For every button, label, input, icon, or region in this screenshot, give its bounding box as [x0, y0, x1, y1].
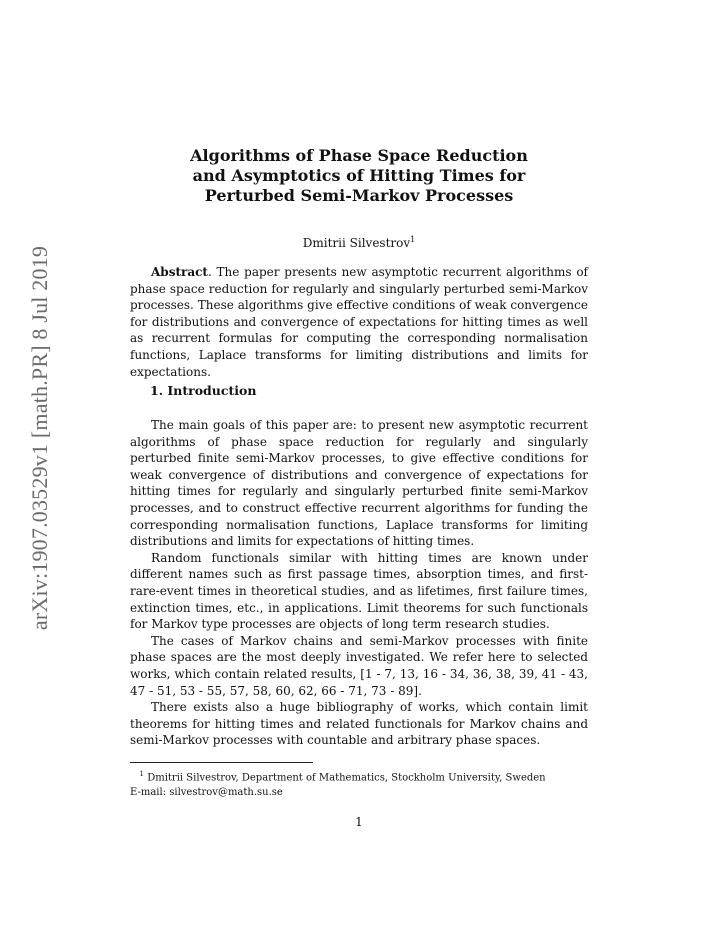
author-name: Dmitrii Silvestrov — [302, 236, 411, 250]
section-heading: 1. Introduction — [150, 383, 257, 398]
abstract — [130, 264, 588, 380]
footnote-affiliation-text: Dmitrii Silvestrov, Department of Mathematics, Stockholm University, Sweden — [147, 772, 546, 784]
footnote-mark: 1 — [139, 770, 145, 778]
body-paragraph: There exists also a huge bibliography of works, which contain limit theorems for hitting times and related functionals for Markov chains and semi-Markov processes with countable and arbitrary phase spaces. — [130, 700, 588, 748]
arxiv-identifier-text: arXiv:1907.03529v1 [math.PR] 8 Jul 2019 — [27, 245, 53, 631]
author-footnote-mark: 1 — [410, 235, 416, 244]
title-line: Algorithms of Phase Space Reduction — [190, 146, 528, 165]
footnote — [130, 767, 588, 800]
author-line — [130, 235, 588, 250]
page-number: 1 — [355, 815, 363, 829]
body-paragraph: The cases of Markov chains and semi-Markov processes with finite phase spaces are the most deeply investigated. We refer here to selected works, which contain related results, [1 - 7, 13, 16 - 34, 36, 38, 39, 41 - 43, 47 - 51, 53 - 55, 57, 58, 60, 62, 66 - 71, 73 - 89]. — [130, 633, 588, 698]
title-line: and Asymptotics of Hitting Times for — [192, 166, 526, 185]
arxiv-identifier-stamp — [20, 228, 60, 648]
footnote-divider — [130, 762, 313, 763]
introduction-body — [130, 417, 588, 749]
abstract-text: . The paper presents new asymptotic recurrent algorithms of phase space reduction for regularly and singularly perturbed semi-Markov processes. These algorithms give effective conditions of weak convergence for distributions and convergence of expectations for hitting times as well as recurrent formulas for computing the corresponding normalisation functions, Laplace transforms for limiting distributions and limits for expectations. — [130, 265, 588, 379]
paper-title — [130, 146, 588, 206]
body-paragraph: The main goals of this paper are: to present new asymptotic recurrent algorithms of phase space reduction for regularly and singularly perturbed finite semi-Markov processes, to give effective conditions for weak convergence of distributions and convergence of expectations for hitting times for regularly and singularly perturbed finite semi-Markov processes, and to construct effective recurrent algorithms for funding the corresponding normalisation functions, Laplace transforms for limiting distributions and limits for expectations of hitting times. — [130, 418, 588, 549]
title-line: Perturbed Semi-Markov Processes — [204, 186, 514, 205]
footnote-affiliation — [130, 767, 588, 786]
abstract-paragraph — [130, 264, 588, 380]
footnote-email: E-mail: silvestrov@math.su.se — [130, 786, 283, 798]
abstract-heading: Abstract — [151, 265, 208, 279]
body-paragraph: Random functionals similar with hitting times are known under different names such as first passage times, absorption times, and first-rare-event times in theoretical studies, and as lifetimes, first failure times, extinction times, etc., in applications. Limit theorems for such functionals for Markov type processes are objects of long term research studies. — [130, 550, 588, 632]
